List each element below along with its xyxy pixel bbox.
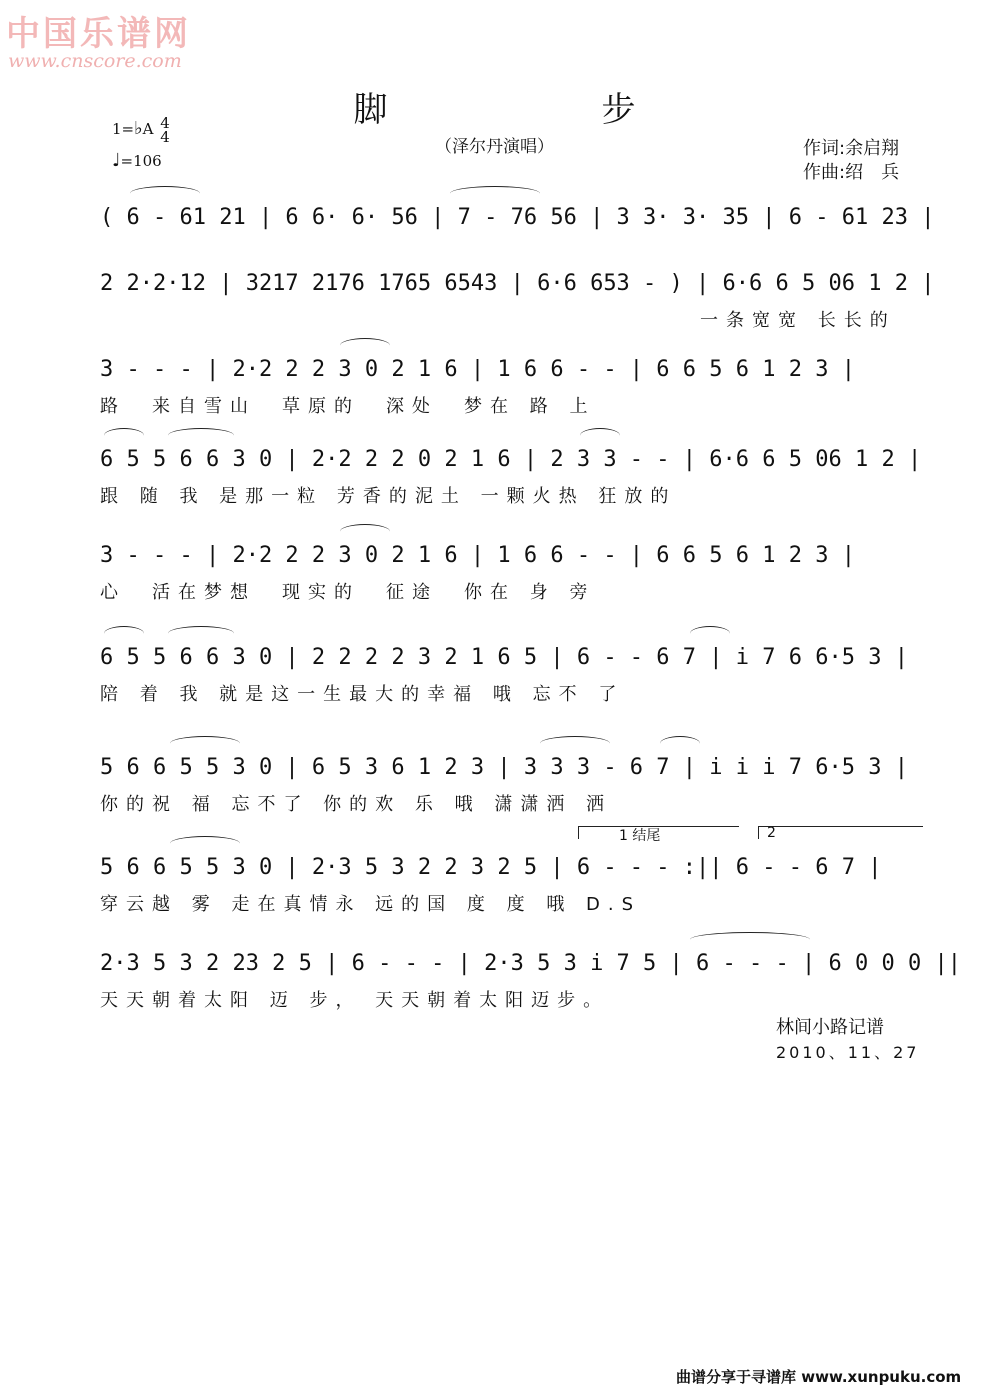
footer-source: 曲谱分享于寻谱库 www.xunpuku.com <box>676 1368 962 1386</box>
volta-label-2: 2 <box>767 825 776 841</box>
score-row-5 <box>0 534 989 614</box>
score-row-9 <box>0 942 989 1022</box>
score-row-4 <box>0 438 989 518</box>
notation-line: ( 6 - 61 21 | 6 6· 6· 56 | 7 - 76 56 | 3 3· 3· 35 | 6 - 61 23 | <box>100 205 935 230</box>
score-row-6 <box>0 636 989 716</box>
notation-line: 2·3 5 3 2 23 2 5 | 6 - - - | 2·3 5 3 i 7 5 | 6 - - - | 6 0 0 0 || <box>100 951 961 976</box>
notation-line: 2 2·2·12 | 3217 2176 1765 6543 | 6·6 653 - ) | 6·6 6 5 06 1 2 | <box>100 271 935 296</box>
time-signature-bottom: 4 <box>160 128 170 146</box>
lyrics-line: 陪 着 我 就是这一生最大的幸福 哦 忘不 了 <box>100 684 625 705</box>
lyrics-line: 心 活在梦想 现实的 征途 你在 身 旁 <box>100 582 596 603</box>
volta-bracket-2 <box>758 826 923 839</box>
key-name: A <box>142 120 154 138</box>
transcription-date: 2010、11、27 <box>776 1043 920 1062</box>
notation-line: 5 6 6 5 5 3 0 | 6 5 3 6 1 2 3 | 3 3 3 - 6 7 | i i i 7 6·5 3 | <box>100 755 908 780</box>
notation-line: 5 6 6 5 5 3 0 | 2·3 5 3 2 2 3 2 5 | 6 - - - :|| 6 - - 6 7 | <box>100 855 882 880</box>
lyrics-line: 一条宽宽 长长的 <box>700 310 896 331</box>
composer-credit: 作曲:绍 兵 <box>803 162 900 183</box>
score-row-2 <box>0 262 989 342</box>
singer-credit: （泽尔丹演唱） <box>435 137 554 157</box>
tempo-value: =106 <box>120 152 162 170</box>
key-signature <box>112 116 170 144</box>
quarter-note-icon: ♩ <box>112 150 121 171</box>
score-row-3 <box>0 348 989 428</box>
lyricist-credit: 作词:余启翔 <box>803 138 900 159</box>
tempo-marking <box>112 150 162 171</box>
time-signature-top: 4 <box>160 114 170 132</box>
song-title: 脚 步 <box>353 90 726 130</box>
lyrics-line: 穿云越 雾 走在真情永 远的国 度 度 哦 D.S <box>100 894 642 915</box>
notation-line: 3 - - - | 2·2 2 2 3 0 2 1 6 | 1 6 6 - - | 6 6 5 6 1 2 3 | <box>100 357 855 382</box>
lyrics-line: 天天朝着太阳 迈 步， 天天朝着太阳迈步。 <box>100 990 610 1011</box>
lyrics-line: 路 来自雪山 草原的 深处 梦在 路 上 <box>100 396 596 417</box>
score-row-7 <box>0 746 989 826</box>
watermark-site-name: 中国乐谱网 <box>6 14 191 54</box>
volta-bracket-1 <box>578 826 739 844</box>
notation-line: 3 - - - | 2·2 2 2 3 0 2 1 6 | 1 6 6 - - | 6 6 5 6 1 2 3 | <box>100 543 855 568</box>
lyrics-line: 你的祝 福 忘不了 你的欢 乐 哦 潇潇洒 洒 <box>100 794 613 815</box>
notation-line: 6 5 5 6 6 3 0 | 2 2 2 2 3 2 1 6 5 | 6 - - 6 7 | i 7 6 6·5 3 | <box>100 645 908 670</box>
watermark-url: www.cnscore.com <box>8 50 182 72</box>
transcriber-credit: 林间小路记谱 <box>776 1017 884 1038</box>
flat-icon: ♭ <box>134 118 143 139</box>
key-tonic: 1= <box>112 120 135 138</box>
lyrics-line: 跟 随 我 是那一粒 芳香的泥土 一颗火热 狂放的 <box>100 486 677 507</box>
volta-label-1: 1 结尾 <box>619 828 661 844</box>
score-row-8 <box>0 846 989 926</box>
notation-line: 6 5 5 6 6 3 0 | 2·2 2 2 0 2 1 6 | 2 3 3 - - | 6·6 6 5 06 1 2 | <box>100 447 922 472</box>
